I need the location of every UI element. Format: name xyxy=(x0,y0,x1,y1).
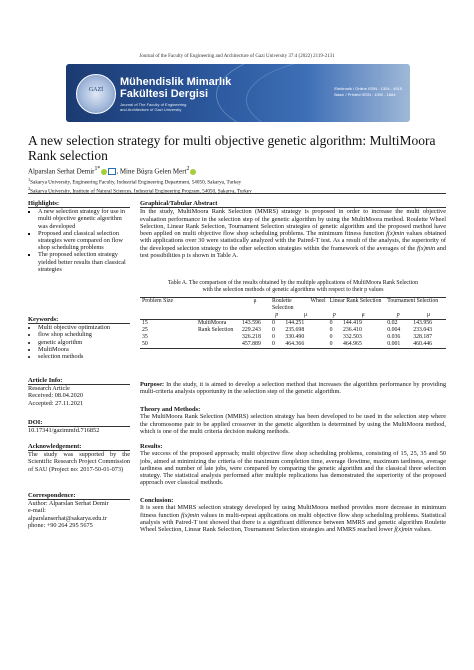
table-caption: Table A. The comparison of the results obtained by the multiple applications of MultiMoora Rank Selection with the selection methods of genetic algorithms with respect to their p values xyxy=(168,280,418,293)
results-section: Results: The success of the proposed approach; multi objective flow shop scheduling problems, consisting of 15, 25, 35 and 50 jobs, aimed at minimizing the criteria of the maximum completion time, average flowtime, maximum tardiness, average tardiness and number of late jobs, were compared by comparing the genetic algorithm and the classical three selection strategy. The statistical analysis performed after multiple replications has demonstrated the superiority of the proposed approach over classical methods. xyxy=(140,443,446,487)
author-2[interactable]: Mine Büşra Gelen Mert xyxy=(119,167,187,176)
acknowledgement-box: Acknowledgement: The study was supported by the Scientific Research Project Commission of SAU (Project no: 2017-50-01-073) xyxy=(28,443,130,473)
article-info-box: Article Info: Research Article Received: 08.04.2020 Accepted: 27.11.2021 xyxy=(28,377,130,407)
banner-title: Mühendislik Mimarlık Fakültesi Dergisi xyxy=(120,76,232,100)
theory-section: Theory and Methods: The MultiMoora Rank Selection (MMRS) selection strategy has been developed to be used in the selection step where the chromosome pair to be applied crossover in the genetic algorithm is determined by using the MultiMoora method, which is one of the multi criteria decision making methods. xyxy=(140,406,446,435)
keyword: • genetic algorithm xyxy=(38,339,130,346)
table-row: 15 MultiMoora Rank Selection 143.596 0 144.251 0 144.419 0.02 143.956 xyxy=(142,320,433,333)
keyword: • flow shop scheduling xyxy=(38,331,130,338)
table-a xyxy=(140,280,446,349)
affiliations: $^1$Sakarya University, Engineering Faculty, Industrial Engineering Department, 54050, Sakarya, Turkey $^2$Sakarya University, Institute of Natural Sciences, Industrial Engineering Program, 54050, Sakarya, Turkey xyxy=(28,177,252,195)
correspondence-box: Correspondence: Author: Alparslan Serhat Demir e-mail: alparslanserhat@sakarya.edu.tr phone: +90 264 295 5675 xyxy=(28,492,130,529)
table-row: 25 229.243 0 235.698 0 236.410 0.004 233.043 xyxy=(142,327,433,333)
highlights-box: Highlights: ▪ A new selection strategy for use in multi objective genetic algorithm was developed ▪ Proposed and classical selection strategies were compared on flow shop scheduling problems ▪ The proposed selection strategy yielded better results than classical strategies xyxy=(28,200,130,273)
table-row: 35 326.218 0 330.490 0 332.503 0.036 328.187 xyxy=(142,334,433,340)
banner-issn: Elektronik / Online ISSN : 1304 - 4915 Basılı / Printed ISSN : 1300 - 1884 xyxy=(334,86,402,97)
orcid-icon[interactable] xyxy=(101,169,107,175)
keywords-box: Keywords: • Multi objective optimization • flow shop scheduling • genetic algorithm • MultiMoora • selection methods xyxy=(28,316,130,360)
list-item: ▪ The proposed selection strategy yielded better results than classical strategies xyxy=(38,251,130,273)
divider xyxy=(28,193,446,194)
doi-link[interactable]: 10.17341/gazimmfd.716852 xyxy=(28,427,100,435)
orcid-icon[interactable] xyxy=(190,169,196,175)
purpose-section: Purpose: In the study, it is aimed to develop a selection method that increases the algorithm performance by providing multi-criteria analysis opportunity in the selection step of the genetic algorithm. xyxy=(140,381,446,396)
keyword: • MultiMoora xyxy=(38,346,130,353)
journal-logo-icon: GAZİ xyxy=(76,74,116,114)
graphical-abstract: Graphical/Tabular Abstract In the study, MultiMoora Rank Selection (MMRS) strategy is proposed in order to increase the multi objective evaluation performance in the selection step of the genetic algorithm by using the MultiMoora method. Roulette Wheel Selection, Linear Rank Selection, Tournament Selection strategies of genetic algorithm and the proposed method have been applied on multi objective flow shop scheduling problems. The minimum fitness function f(x)min values obtained with applications over 30 were statistically analyzed with the Paired-T test. As a result of the analysis, the superiority of the developed selection strategy to the other selection strategies within the framework of the averages of the f(x)min and test possibilities p is shown in Table A. xyxy=(140,200,447,260)
journal-citation: Journal of the Faculty of Engineering and Architecture of Gazi University 37:4 (2022) 2119-2131 xyxy=(139,54,335,59)
journal-banner xyxy=(66,64,410,122)
author-1[interactable]: Alparslan Serhat Demir xyxy=(28,167,95,176)
email-link[interactable]: alparslanserhat@sakarya.edu.tr xyxy=(28,514,107,522)
doi-box: DOI: 10.17341/gazimmfd.716852 xyxy=(28,419,130,434)
table-row: 50 457.889 0 464.366 0 464.965 0.001 460.446 xyxy=(140,341,446,349)
list-item: ▪ Proposed and classical selection strategies were compared on flow shop scheduling problems xyxy=(38,230,130,252)
conclusion-section: Conclusion: It is seen that MMRS selection strategy developed by using MultiMoora method provides more decrease in minimum fitness function f(x)min values in multi-repeat applications on multi objective flow shop scheduling problems. Statistical analysis with Paired-T test showed that there is a significant difference between MMRS and genetic algorithm Roulette Wheel Selection, Linear Rank Selection, Tournament Selection strategies and MMRS reached lower f(x)min values. xyxy=(140,497,446,534)
highlights-list xyxy=(28,208,130,273)
banner-subtitle: Journal of The Faculty of Engineering and Architecture of Gazi University xyxy=(120,102,187,112)
list-item: ▪ A new selection strategy for use in multi objective genetic algorithm was developed xyxy=(38,208,130,230)
authors: Alparslan Serhat Demir$^{1*}$ , Mine Büşra Gelen Mert$^2$ xyxy=(28,166,196,175)
results-table: Problem Size μ Roulette Wheel Selection Linear Rank Selection Tournament Selection p μ p μ p μ 15 MultiMoora Rank Selection 143.596 0 144.251 0 144.419 0.02 143.956 25 229.243 0 235.698 0 236.410 0.004 233.043 35 326.218 0 330.490 0 332.503 0.036 328.187 50 457.889 0 464.366 0 464.965 0.001 460.446 xyxy=(140,297,446,349)
keyword: • selection methods xyxy=(38,353,130,360)
keyword: • Multi objective optimization xyxy=(38,324,130,331)
paper-title: A new selection strategy for multi objective genetic algorithm: MultiMoora Rank selection xyxy=(28,133,436,163)
